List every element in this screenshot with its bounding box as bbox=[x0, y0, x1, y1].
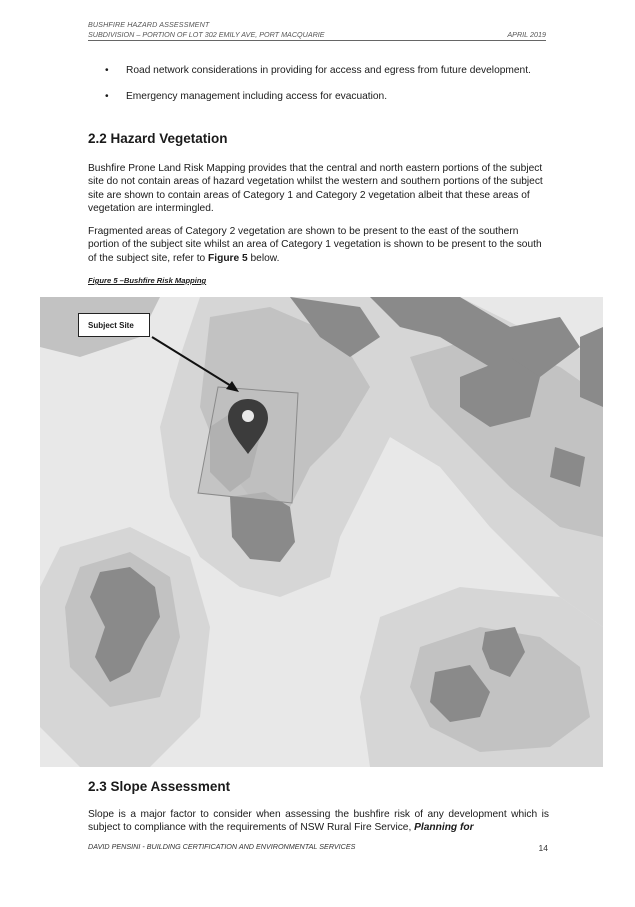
subject-site-label: Subject Site bbox=[78, 313, 150, 337]
figure-reference: Figure 5 bbox=[208, 252, 248, 264]
page-number: 14 bbox=[538, 843, 548, 853]
figure-caption: Figure 5 –Bushfire Risk Mapping bbox=[88, 276, 207, 285]
header-subtitle: SUBDIVISION – PORTION OF LOT 302 EMILY AVE, PORT MACQUARIE bbox=[88, 30, 325, 39]
header-title: BUSHFIRE HAZARD ASSESSMENT bbox=[88, 20, 210, 29]
footer-text: DAVID PENSINI - BUILDING CERTIFICATION AND ENVIRONMENTAL SERVICES bbox=[88, 842, 356, 851]
hazard-paragraph-2: Fragmented areas of Category 2 vegetation are shown to be present to the east of the southern portion of the subject site whilst an area of Category 1 vegetation is shown to be present to the south of the subject site, refer to Figure 5 below. bbox=[88, 226, 542, 264]
bullet-list bbox=[88, 64, 548, 115]
bullet-icon: • bbox=[105, 65, 109, 76]
section-heading-slope: 2.3 Slope Assessment bbox=[88, 779, 231, 794]
bullet-icon: • bbox=[105, 90, 109, 102]
section-heading-hazard: 2.2 Hazard Vegetation bbox=[88, 131, 228, 146]
header-subtitle-row bbox=[88, 30, 546, 41]
hazard-paragraph-1: Bushfire Prone Land Risk Mapping provides that the central and north eastern portions of the subject site do not contain areas of hazard vegetation whilst the western and southern portions of the subject site are shown to contain areas of Category 1 and Category 2 vegetation albeit that these areas of vegetation are intermingled. bbox=[88, 163, 543, 215]
list-item: • Road network considerations in providing for access and egress from future development. bbox=[105, 65, 531, 76]
slope-paragraph: Slope is a major factor to consider when assessing the bushfire risk of any development which is subject to compliance with the requirements of NSW Rural Fire Service, Planning for bbox=[88, 809, 549, 834]
list-item: • Emergency management including access for evacuation. bbox=[105, 90, 388, 102]
header-date: APRIL 2019 bbox=[507, 30, 546, 39]
document-reference: Planning for bbox=[414, 822, 474, 834]
bushfire-risk-map bbox=[40, 297, 603, 767]
